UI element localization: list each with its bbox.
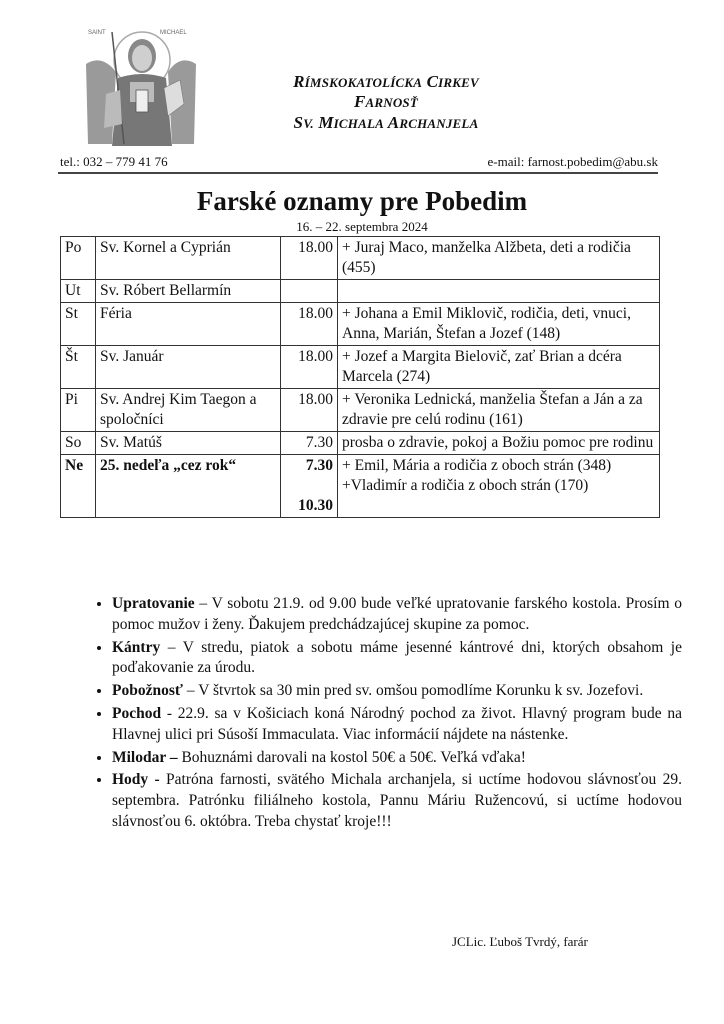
table-row <box>61 432 660 455</box>
saint-michael-icon-image <box>82 24 200 152</box>
day-cell: Po <box>61 237 96 280</box>
announcement-title: Pobožnosť <box>112 682 183 700</box>
announcement-separator: – <box>160 638 183 656</box>
table-row <box>61 346 660 389</box>
day-cell: St <box>61 303 96 346</box>
time-cell: 18.00 <box>281 237 338 280</box>
announcement-item <box>112 704 682 746</box>
signature: JCLic. Ľuboš Tvrdý, farár <box>452 934 588 949</box>
intention-cell: + Johana a Emil Miklovič, rodičia, deti, vnuci, Anna, Marián, Štefan a Jozef (148) <box>338 303 660 346</box>
announcement-item <box>112 638 682 680</box>
announcement-text: 22.9. sa v Košiciach koná Národný pochod za život. Hlavný program bude na Hlavnej ulici pri Súsoší Immaculata. Viac informácií nájdete na nástenke. <box>112 704 682 743</box>
org-line1-text: RÍMSKOKATOLÍCKA CIRKEV <box>293 72 479 91</box>
intention-cell: + Juraj Maco, manželka Alžbeta, deti a rodičia (455) <box>338 237 660 280</box>
announcement-separator: - <box>161 704 178 722</box>
table-row <box>61 280 660 303</box>
announcement-title: Pochod <box>112 704 162 722</box>
announcement-item <box>112 748 682 769</box>
time-cell <box>281 455 338 518</box>
announcements-list <box>86 594 682 835</box>
org-name-line1 <box>236 72 536 92</box>
table-row <box>61 389 660 432</box>
time-cell: 18.00 <box>281 303 338 346</box>
logo-caption-right: MICHAEL <box>160 30 187 36</box>
saint-cell: Sv. Róbert Bellarmín <box>96 280 281 303</box>
time-cell: 18.00 <box>281 389 338 432</box>
table-row-sunday <box>61 455 660 518</box>
saint-cell: 25. nedeľa „cez rok“ <box>96 455 281 518</box>
announcement-text: Patróna farnosti, svätého Michala archanjela, si uctíme hodovou slávnosťou 29. septembra. Patrónku filiálneho kostola, Pannu Máriu Ružencovú, si uctíme hodovou slávnosťou 6. októbra. Treba chystať kroje!!! <box>112 771 683 830</box>
org-line3-text: SV. MICHALA ARCHANJELA <box>293 113 479 132</box>
phone-number: tel.: 032 – 779 41 76 <box>60 154 168 169</box>
saint-cell: Féria <box>96 303 281 346</box>
intention-first: + Emil, Mária a rodičia z oboch strán (348) <box>342 457 612 474</box>
announcement-item <box>112 594 682 636</box>
email-address[interactable]: e-mail: farnost.pobedim@abu.sk <box>487 154 658 169</box>
saint-cell: Sv. Andrej Kim Taegon a spoločníci <box>96 389 281 432</box>
time-cell: 18.00 <box>281 346 338 389</box>
day-cell: Ut <box>61 280 96 303</box>
announcement-text: Bohuznámi darovali na kostol 50€ a 50€. Veľká vďaka! <box>181 748 526 766</box>
intention-cell <box>338 455 660 518</box>
org-name-line2 <box>236 92 536 112</box>
saint-cell: Sv. Kornel a Cyprián <box>96 237 281 280</box>
announcement-title: Kántry <box>112 638 161 656</box>
time-first: 7.30 <box>305 457 333 474</box>
logo-caption-left: SAINT <box>88 30 106 36</box>
intention-second: +Vladimír a rodičia z oboch strán (170) <box>342 477 589 494</box>
day-cell: Št <box>61 346 96 389</box>
announcement-title: Milodar – <box>112 748 178 766</box>
intention-cell: + Jozef a Margita Bielovič, zať Brian a dcéra Marcela (274) <box>338 346 660 389</box>
announcement-item <box>112 770 682 832</box>
time-cell: 7.30 <box>281 432 338 455</box>
announcement-item <box>112 681 682 702</box>
day-cell: Pi <box>61 389 96 432</box>
announcement-title: Upratovanie <box>112 595 195 612</box>
page-title: Farské oznamy pre Pobedim <box>196 186 528 216</box>
intention-cell: prosba o zdravie, pokoj a Božiu pomoc pre rodinu <box>338 432 660 455</box>
intention-cell: + Veronika Lednická, manželia Štefan a Ján a za zdravie pre celú rodinu (161) <box>338 389 660 432</box>
day-cell: Ne <box>61 455 96 518</box>
announcement-text: V sobotu 21.9. od 9.00 bude veľké upratovanie farského kostola. Prosím o pomoc mužov i ženy. Ďakujem predchádzajúcej skupine za pomoc. <box>112 595 682 633</box>
time-second: 10.30 <box>298 497 333 514</box>
day-cell: So <box>61 432 96 455</box>
announcement-text: V stredu, piatok a sobotu máme jesenné kántrové dni, ktorých obsahom je poďakovanie za úrodu. <box>112 638 682 677</box>
saint-cell: Sv. Január <box>96 346 281 389</box>
header-divider <box>58 172 658 174</box>
announcement-text: V štvrtok sa 30 min pred sv. omšou pomodlíme Korunku k sv. Jozefovi. <box>198 682 644 700</box>
saint-cell: Sv. Matúš <box>96 432 281 455</box>
time-cell <box>281 280 338 303</box>
mass-schedule-table <box>60 236 660 518</box>
org-line2-text: FARNOSŤ <box>353 92 419 111</box>
table-row <box>61 237 660 280</box>
org-name-line3 <box>236 113 536 133</box>
announcement-separator: – <box>194 595 212 612</box>
announcement-separator: – <box>182 682 199 700</box>
date-range: 16. – 22. septembra 2024 <box>296 219 428 234</box>
announcement-title: Hody - <box>112 771 160 789</box>
table-row <box>61 303 660 346</box>
intention-cell <box>338 280 660 303</box>
